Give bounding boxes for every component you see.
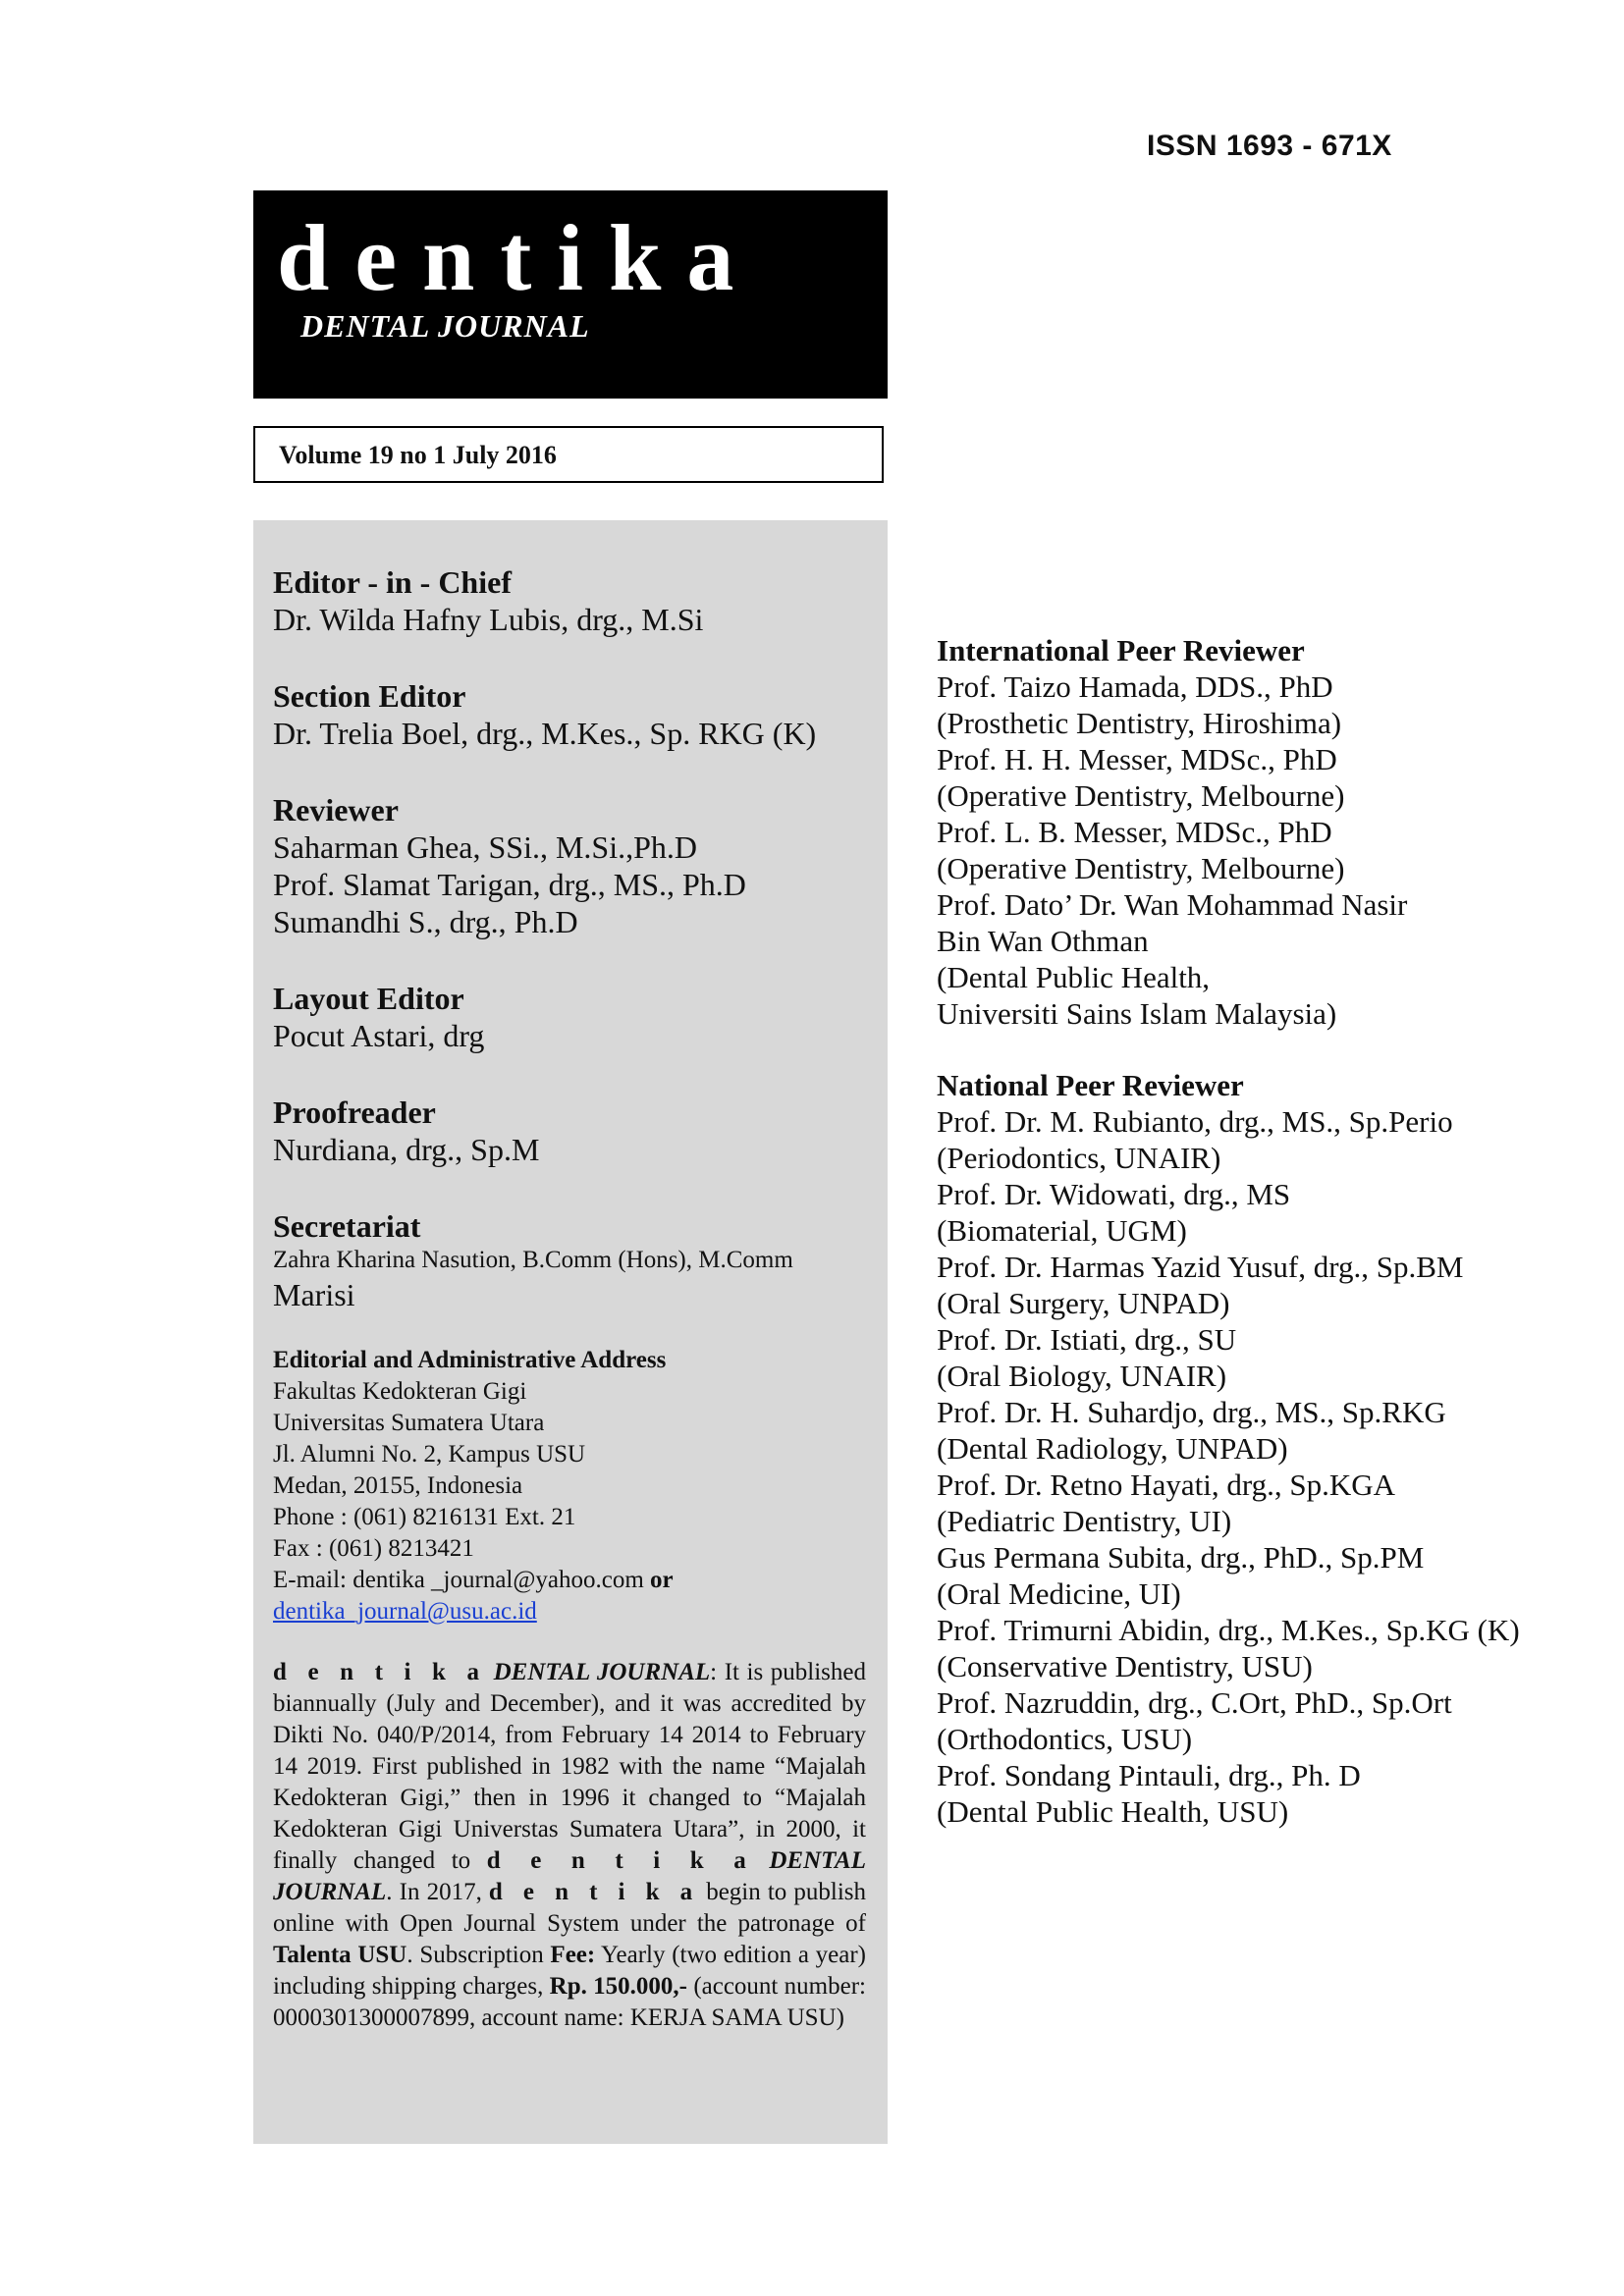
section-heading: Layout Editor xyxy=(273,981,464,1016)
board-member: Prof. Slamat Tarigan, drg., MS., Ph.D xyxy=(273,867,746,902)
reviewer-line: Prof. Dr. H. Suhardjo, drg., MS., Sp.RKG xyxy=(937,1395,1446,1429)
editor-in-chief-section xyxy=(273,563,866,638)
journal-name-spaced: d e n t i k a xyxy=(273,1659,487,1685)
journal-name-italic: DENTAL JOURNAL xyxy=(273,1847,866,1905)
description-text: (account number: 0000301300007899, account name: KERJA SAMA USU) xyxy=(273,1973,866,2031)
international-reviewers xyxy=(937,632,1565,1032)
reviewer-line: Prof. Dr. Harmas Yazid Yusuf, drg., Sp.BM xyxy=(937,1250,1464,1284)
description-text: begin to publish online with Open Journal System under the patronage of xyxy=(273,1879,866,1937)
address-line: Fakultas Kedokteran Gigi xyxy=(273,1378,527,1405)
editorial-board xyxy=(273,563,866,2034)
reviewer-line: Universiti Sains Islam Malaysia) xyxy=(937,996,1337,1031)
journal-name-spaced: d e n t i k a xyxy=(486,1847,753,1874)
email-or: or xyxy=(650,1567,674,1593)
journal-subtitle: DENTAL JOURNAL xyxy=(300,308,590,344)
reviewer-line: (Prosthetic Dentistry, Hiroshima) xyxy=(937,706,1342,740)
section-heading: Proofreader xyxy=(273,1095,436,1130)
description-text: Yearly (two edition a year) including shipping charges, xyxy=(273,1942,866,2000)
board-member: Zahra Kharina Nasution, B.Comm (Hons), M.Comm xyxy=(273,1247,793,1273)
journal-description xyxy=(273,1657,866,2034)
reviewer-line: (Oral Medicine, UI) xyxy=(937,1576,1181,1611)
national-reviewers xyxy=(937,1067,1565,1830)
reviewer-line: Prof. Nazruddin, drg., C.Ort, PhD., Sp.Ort xyxy=(937,1685,1452,1720)
reviewer-line: (Periodontics, UNAIR) xyxy=(937,1141,1221,1175)
reviewer-line: Gus Permana Subita, drg., PhD., Sp.PM xyxy=(937,1540,1425,1575)
reviewer-line: Prof. L. B. Messer, MDSc., PhD xyxy=(937,815,1332,849)
address-heading: Editorial and Administrative Address xyxy=(273,1347,667,1373)
board-member: Saharman Ghea, SSi., M.Si.,Ph.D xyxy=(273,829,697,865)
reviewer-line: Bin Wan Othman xyxy=(937,924,1149,958)
section-editor-section xyxy=(273,677,866,752)
email-line xyxy=(273,1565,866,1596)
reviewer-line: (Pediatric Dentistry, UI) xyxy=(937,1504,1232,1538)
reviewer-line: (Operative Dentistry, Melbourne) xyxy=(937,778,1345,813)
reviewer-line: Prof. Taizo Hamada, DDS., PhD xyxy=(937,669,1333,704)
section-heading: Secretariat xyxy=(273,1208,421,1244)
address-section xyxy=(273,1345,866,1628)
description-text: . In 2017, xyxy=(386,1879,489,1905)
board-member: Marisi xyxy=(273,1277,355,1312)
layout-editor-section xyxy=(273,980,866,1054)
volume-label: Volume 19 no 1 July 2016 xyxy=(279,441,557,469)
fax-line: Fax : (061) 8213421 xyxy=(273,1535,474,1562)
proofreader-section xyxy=(273,1094,866,1168)
reviewer-line: (Operative Dentistry, Melbourne) xyxy=(937,851,1345,885)
journal-name-spaced: d e n t i k a xyxy=(488,1879,700,1905)
reviewer-line: (Dental Public Health, xyxy=(937,960,1211,994)
patron-name: Talenta USU xyxy=(273,1942,407,1968)
address-line: Universitas Sumatera Utara xyxy=(273,1410,545,1436)
board-member: Nurdiana, drg., Sp.M xyxy=(273,1132,540,1167)
board-member: Dr. Wilda Hafny Lubis, drg., M.Si xyxy=(273,602,704,637)
reviewer-line: Prof. Dr. Istiati, drg., SU xyxy=(937,1322,1237,1357)
national-heading: National Peer Reviewer xyxy=(937,1068,1244,1102)
reviewer-line: Prof. Dr. Widowati, drg., MS xyxy=(937,1177,1291,1211)
phone-line: Phone : (061) 8216131 Ext. 21 xyxy=(273,1504,576,1530)
fee-amount: Rp. 150.000,- xyxy=(549,1973,687,2000)
secretariat-section xyxy=(273,1207,866,1313)
reviewer-line: (Conservative Dentistry, USU) xyxy=(937,1649,1313,1683)
reviewer-line: (Oral Surgery, UNPAD) xyxy=(937,1286,1230,1320)
reviewer-line: Prof. Dr. Retno Hayati, drg., Sp.KGA xyxy=(937,1468,1395,1502)
board-member: Sumandhi S., drg., Ph.D xyxy=(273,904,578,939)
address-line: Jl. Alumni No. 2, Kampus USU xyxy=(273,1441,586,1468)
volume-box xyxy=(253,426,884,483)
reviewer-line: Prof. Trimurni Abidin, drg., M.Kes., Sp.KG (K) xyxy=(937,1613,1520,1647)
section-heading: Reviewer xyxy=(273,792,399,828)
reviewer-line: (Orthodontics, USU) xyxy=(937,1722,1193,1756)
issn-number: ISSN 1693 - 671X xyxy=(1147,130,1392,162)
board-member: Dr. Trelia Boel, drg., M.Kes., Sp. RKG (K) xyxy=(273,716,817,751)
reviewer-line: Prof. Dato’ Dr. Wan Mohammad Nasir xyxy=(937,887,1408,922)
fee-label: Fee: xyxy=(550,1942,596,1968)
email-link[interactable]: dentika_journal@usu.ac.id xyxy=(273,1598,537,1625)
reviewer-line: (Dental Public Health, USU) xyxy=(937,1794,1289,1829)
section-heading: Editor - in - Chief xyxy=(273,564,512,600)
journal-name-italic: DENTAL JOURNAL xyxy=(493,1659,711,1685)
journal-masthead xyxy=(253,190,888,399)
description-text: . Subscription xyxy=(406,1942,551,1968)
email-text: E-mail: dentika _journal@yahoo.com xyxy=(273,1567,644,1593)
address-line: Medan, 20155, Indonesia xyxy=(273,1472,523,1499)
reviewer-section xyxy=(273,791,866,940)
board-member: Pocut Astari, drg xyxy=(273,1018,485,1053)
description-text: : It is published biannually (July and December), and it was accredited by Dikti No. 040/P/2014, from February 14 2014 to February 14 2019. First published in 1982 with the name “Majalah Kedokteran Gigi,” then in 1996 it changed to “Majalah Kedokteran Gigi Universtas Sumatera Utara”, in 2000, it finally changed to xyxy=(273,1659,867,1874)
reviewer-line: (Oral Biology, UNAIR) xyxy=(937,1359,1227,1393)
reviewer-line: (Dental Radiology, UNPAD) xyxy=(937,1431,1288,1466)
reviewer-line: (Biomaterial, UGM) xyxy=(937,1213,1187,1248)
reviewer-line: Prof. H. H. Messer, MDSc., PhD xyxy=(937,742,1337,776)
reviewer-line: Prof. Sondang Pintauli, drg., Ph. D xyxy=(937,1758,1361,1792)
journal-title: dentika xyxy=(277,205,760,310)
peer-reviewers xyxy=(937,632,1565,1830)
section-heading: Section Editor xyxy=(273,678,466,714)
reviewer-line: Prof. Dr. M. Rubianto, drg., MS., Sp.Perio xyxy=(937,1104,1453,1139)
international-heading: International Peer Reviewer xyxy=(937,633,1305,667)
